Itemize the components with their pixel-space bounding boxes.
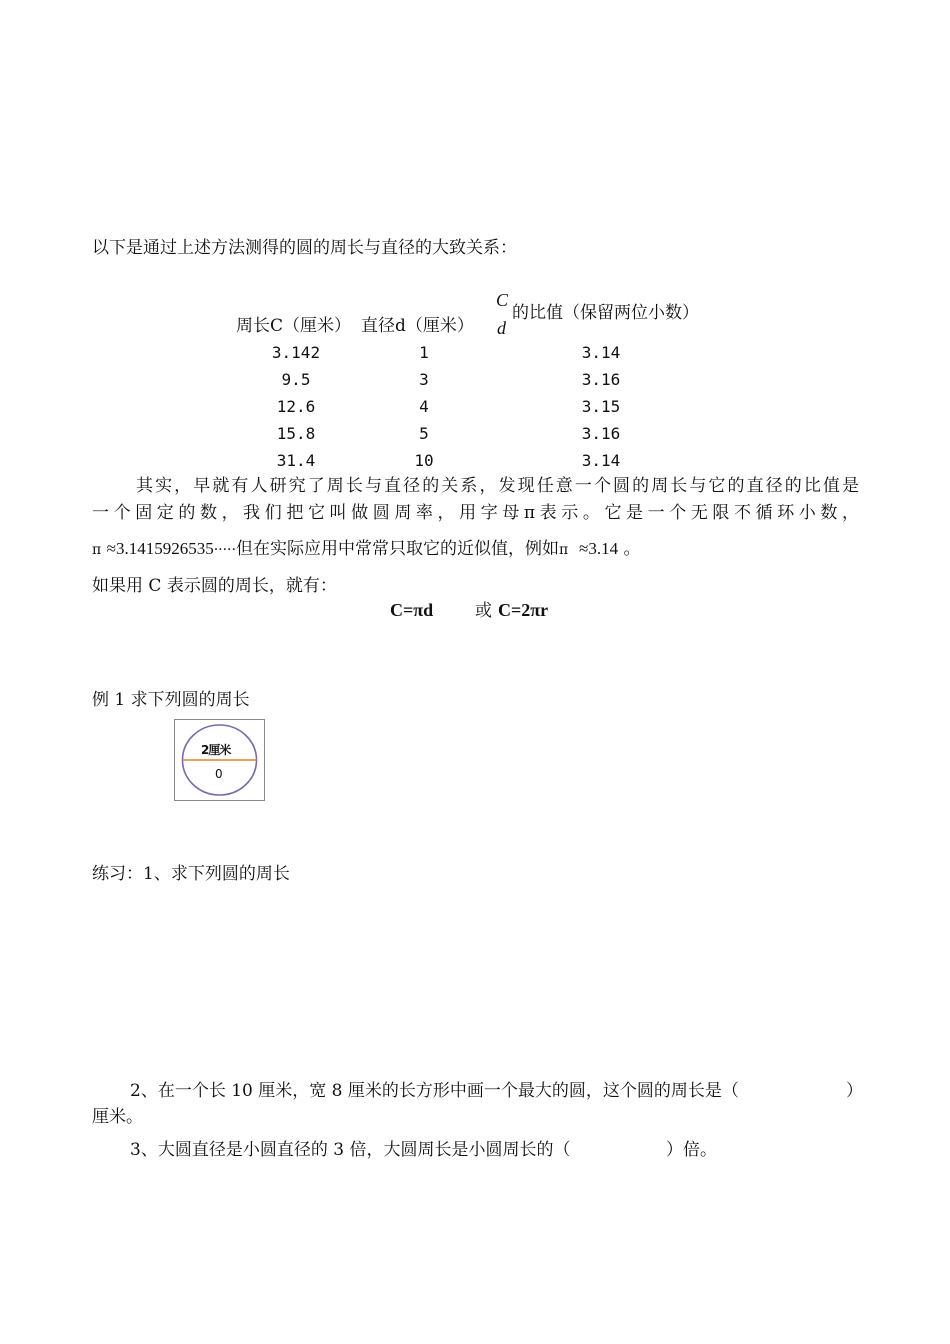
cell-diameter: 4 bbox=[419, 397, 429, 416]
cell-circumference: 3.142 bbox=[271, 343, 321, 362]
table-row bbox=[246, 449, 686, 476]
table-row bbox=[246, 368, 686, 395]
practice-label: 练习：1、求下列圆的周长 bbox=[92, 864, 290, 884]
question-3-part2: ）倍。 bbox=[666, 1140, 717, 1160]
pi-approx-short: ≈3.14 bbox=[578, 539, 619, 558]
formula-radius: C=2πr bbox=[498, 600, 549, 620]
table-header-ratio: 的比值（保留两位小数） bbox=[512, 303, 699, 323]
pi-symbol: π bbox=[92, 542, 102, 558]
cell-ratio: 3.15 bbox=[581, 397, 621, 416]
center-label: 0 bbox=[215, 767, 223, 781]
cell-circumference: 9.5 bbox=[281, 370, 311, 389]
fraction-numerator: C bbox=[496, 290, 509, 310]
formula-or: 或 bbox=[475, 601, 492, 621]
fraction-denominator: d bbox=[497, 318, 506, 338]
question-3-part1: 3、大圆直径是小圆直径的 3 倍，大圆周长是小圆周长的（ bbox=[130, 1140, 571, 1160]
table-header-circumference: 周长C（厘米） bbox=[236, 316, 352, 336]
intro-text: 以下是通过上述方法测得的圆的周长与直径的大致关系： bbox=[92, 238, 517, 258]
formula-intro: 如果用 C 表示圆的周长，就有： bbox=[92, 576, 337, 596]
diameter-label: 2厘米 bbox=[201, 743, 231, 757]
cell-circumference: 31.4 bbox=[276, 451, 316, 470]
pi-approx-long: ≈3.1415926535 bbox=[106, 539, 214, 558]
cell-diameter: 1 bbox=[419, 343, 429, 362]
sentence-end: 。 bbox=[623, 539, 641, 559]
question-2-line1: 2、在一个长 10 厘米，宽 8 厘米的长方形中画一个最大的圆，这个圆的周长是（ bbox=[130, 1081, 739, 1101]
cell-ratio: 3.16 bbox=[581, 370, 621, 389]
circle-diagram bbox=[175, 720, 264, 800]
pi-approx-note: 但在实际应用中常常只取它的近似值，例如 bbox=[235, 539, 559, 559]
pi-symbol-2: π bbox=[558, 542, 569, 558]
table-row bbox=[246, 395, 686, 422]
table-row bbox=[246, 422, 686, 449]
circle-figure bbox=[174, 719, 265, 801]
ellipsis: ····· bbox=[213, 542, 236, 558]
cell-ratio: 3.16 bbox=[581, 424, 621, 443]
pi-paragraph-line2: 一个固定的数，我们把它叫做圆周率，用字母π表示。它是一个无限不循环小数， bbox=[92, 503, 859, 523]
cell-ratio: 3.14 bbox=[581, 343, 621, 362]
formula-diameter: C=πd bbox=[390, 600, 434, 620]
table-header-diameter: 直径d（厘米） bbox=[361, 316, 474, 336]
question-2-blank-close: ） bbox=[846, 1081, 863, 1101]
cell-diameter: 10 bbox=[414, 451, 434, 470]
example-label: 例 1 求下列圆的周长 bbox=[92, 690, 250, 710]
question-2-line2: 厘米。 bbox=[92, 1107, 143, 1127]
data-table bbox=[246, 341, 686, 476]
cell-diameter: 3 bbox=[419, 370, 429, 389]
cell-diameter: 5 bbox=[419, 424, 429, 443]
cell-ratio: 3.14 bbox=[581, 451, 621, 470]
pi-paragraph-line3 bbox=[92, 538, 640, 561]
pi-paragraph-line1: 其实，早就有人研究了周长与直径的关系，发现任意一个圆的周长与它的直径的比值是 bbox=[136, 476, 859, 496]
table-row bbox=[246, 341, 686, 368]
cell-circumference: 12.6 bbox=[276, 397, 316, 416]
cell-circumference: 15.8 bbox=[276, 424, 316, 443]
